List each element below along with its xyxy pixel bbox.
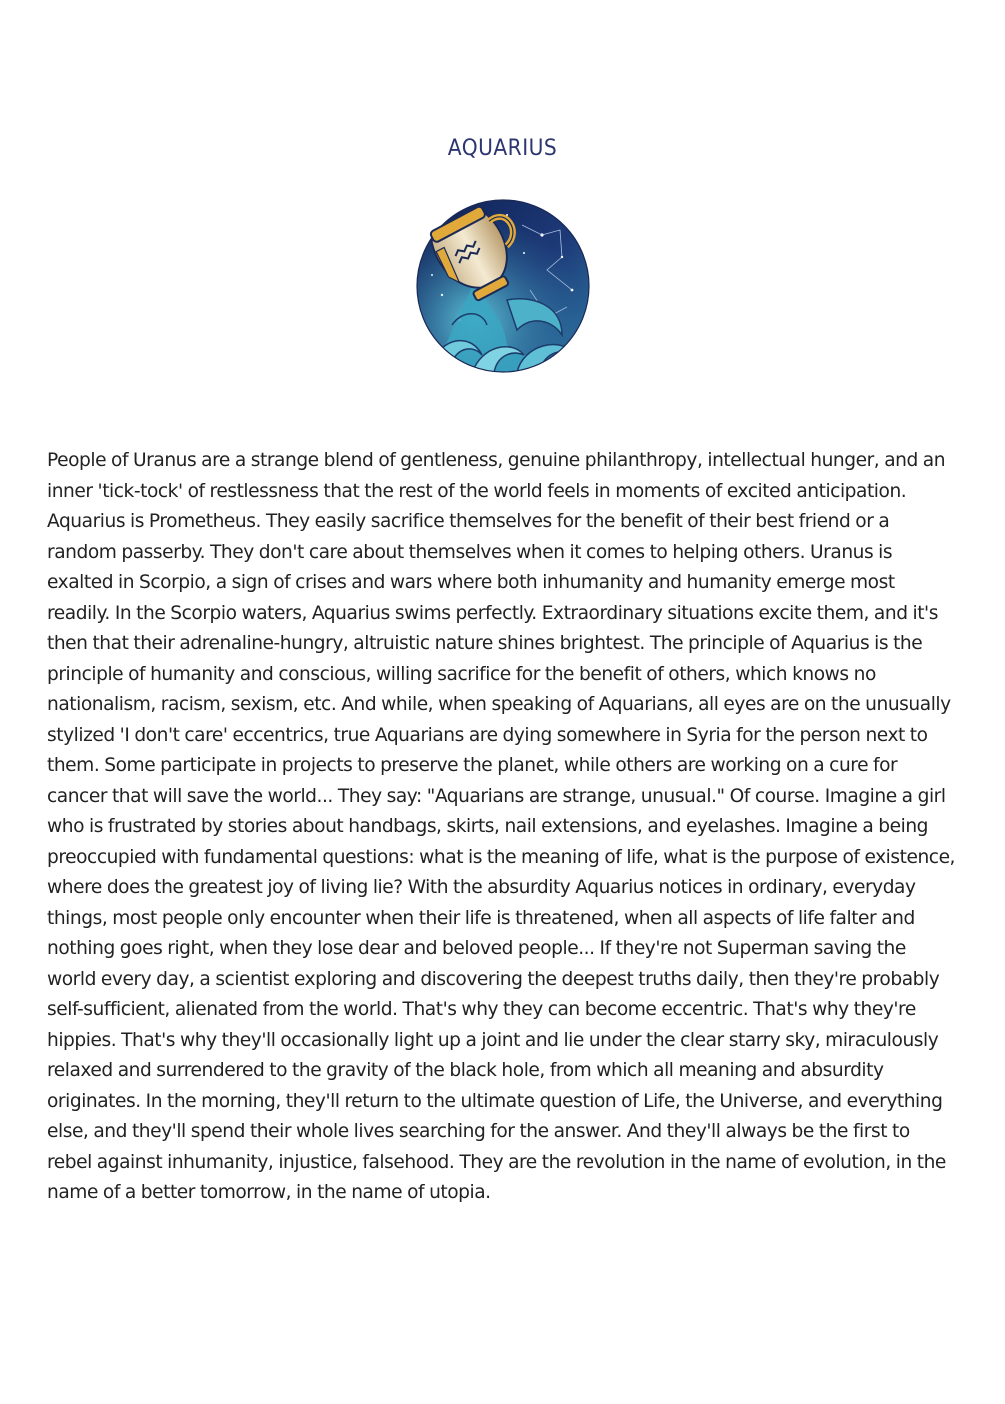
aquarius-water-bearer-icon xyxy=(412,195,592,375)
body-paragraph: People of Uranus are a strange blend of gentleness, genuine philanthropy, intellectual hunger, and an inner 'tick-tock' of restlessness that the rest of the world feels in moments of excited anticipation. Aquarius is Prometheus. They easily sacrifice themselves for the benefit of their best friend or a random passerby. They don't care about themselves when it comes to helping others. Uranus is exalted in Scorpio, a sign of crises and wars where both inhumanity and humanity emerge most readily. In the Scorpio waters, Aquarius swims perfectly. Extraordinary situations excite them, and it's then that their adrenaline-hungry, altruistic nature shines brightest. The principle of Aquarius is the principle of humanity and conscious, willing sacrifice for the benefit of others, which knows no nationalism, racism, sexism, etc. And while, when speaking of Aquarians, all eyes are on the unusually stylized 'I don't care' eccentrics, true Aquarians are dying somewhere in Syria for the person next to them. Some participate in projects to preserve the planet, while others are working on a cure for cancer that will save the world... They say: "Aquarians are strange, unusual." Of course. Imagine a girl who is frustrated by stories about handbags, skirts, nail extensions, and eyelashes. Imagine a being preoccupied with fundamental questions: what is the meaning of life, what is the purpose of existence, where does the greatest joy of living lie? With the absurdity Aquarius notices in ordinary, everyday things, most people only encounter when their life is threatened, when all aspects of life falter and nothing goes right, when they lose dear and beloved people... If they're not Superman saving the world every day, a scientist exploring and discovering the deepest truths daily, then they're probably self-sufficient, alienated from the world. That's why they can become eccentric. That's why they're hippies. That's why they'll occasionally light up a joint and lie under the clear starry sky, miraculously relaxed and surrendered to the gravity of the black hole, from which all meaning and absurdity originates. In the morning, they'll return to the ultimate question of Life, the Universe, and everything else, and they'll spend their whole lives searching for the answer. And they'll always be the first to rebel against inhumanity, injustice, falsehood. They are the revolution in the name of evolution, in the name of a better tomorrow, in the name of utopia. xyxy=(47,450,956,1203)
page-title: AQUARIUS xyxy=(447,136,558,161)
